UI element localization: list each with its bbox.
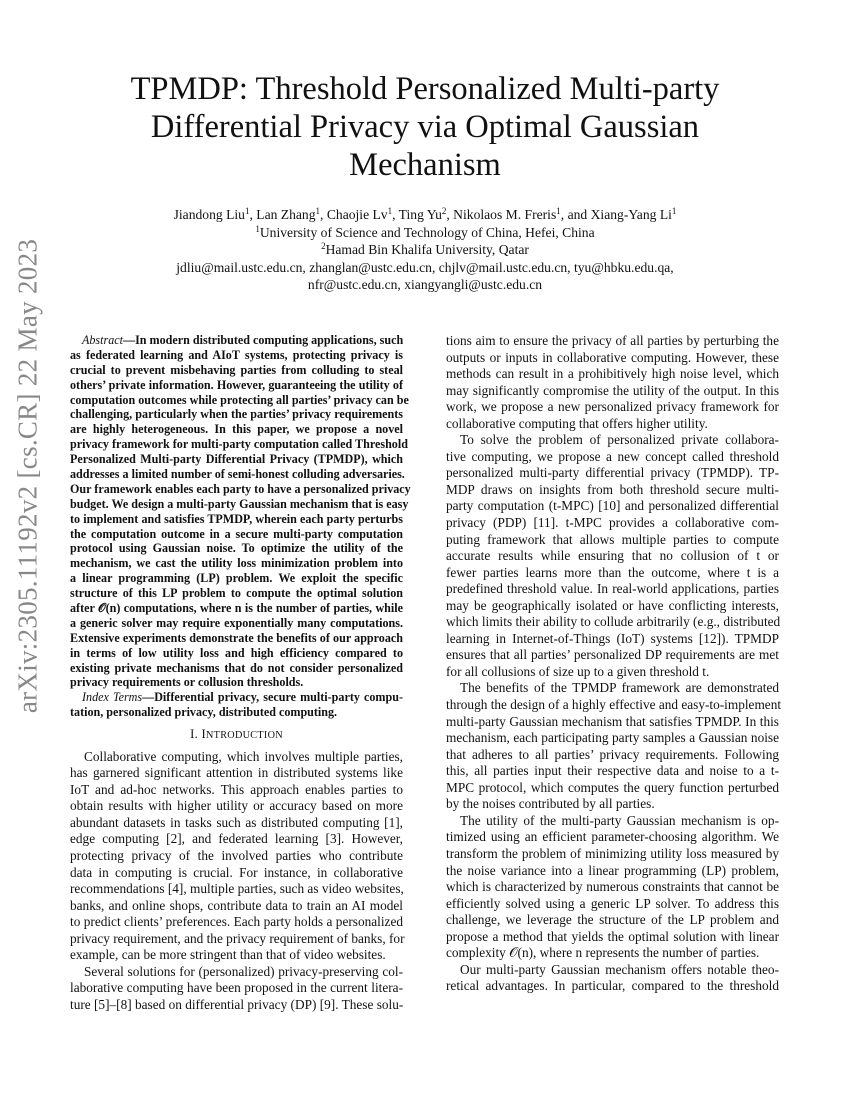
paragraph-line: transform the problem of minimizing utility loss measured by <box>446 845 779 861</box>
author-names: Jiandong Liu$^1$, Lan Zhang$^1$, Chaojie Lv$^1$, Ting Yu$^2$, Nikolaos M. Freris$^1$, and Xiang-Yang Li$^1$ <box>173 206 677 222</box>
affiliation-mark: 1 <box>556 206 561 216</box>
author-name: Chaojie Lv <box>326 207 388 222</box>
arxiv-id: arXiv:2305.11192v2 [cs.CR] 22 May 2023 <box>12 238 43 714</box>
paragraph-line: timized using an efficient parameter-choosing algorithm. We <box>446 829 779 845</box>
paragraph-line: may significantly compromise the utility of the output. In this <box>446 382 779 398</box>
author-name: Ting Yu <box>398 207 442 222</box>
affiliation-mark: 1 <box>387 206 393 216</box>
paper-title <box>100 70 750 184</box>
paragraph-line: puting framework that allows multiple parties to compute <box>446 531 779 547</box>
abstract-line: structure of this LP problem to compute the optimal solution <box>70 586 403 601</box>
paragraph-line: tions aim to ensure the privacy of all parties by perturbing the <box>446 333 779 348</box>
paragraph-line: tive computing, we propose a new concept called threshold <box>446 448 779 464</box>
paragraph-line: ture [5]–[8] based on differential privacy (DP) [9]. These solu- <box>70 996 404 1012</box>
paragraph-line: complexity 𝒪(n), where n represents the number of parties. <box>446 945 760 961</box>
title-line: TPMDP: Threshold Personalized Multi-party <box>130 71 720 107</box>
right-column <box>446 333 782 995</box>
paragraph-line: multi-party Gaussian mechanism that satisfies TPMDP. In this <box>446 713 779 729</box>
paragraph-line: laborative computing have been proposed in the current litera- <box>70 980 403 996</box>
left-column <box>70 333 411 1013</box>
paragraph-line: by the noises contributed by all parties. <box>446 796 655 812</box>
paragraph-line: Several solutions for (personalized) privacy-preserving col- <box>84 963 403 979</box>
paragraph-line: this, all parties input their respective data and noise to a t- <box>446 763 779 779</box>
paragraph-line: personalized multi-party differential privacy (TPMDP). TP- <box>446 465 779 481</box>
abstract-line: privacy framework for multi-party computation called Threshold <box>70 437 408 452</box>
index-terms-line: tation, personalized privacy, distributed computing. <box>70 705 338 720</box>
abstract-line: after 𝒪(n) computations, where n is the number of parties, while <box>70 601 403 616</box>
abstract-line: in terms of low utility loss and high efficiency compared to <box>70 645 403 660</box>
paragraph-line: obtain results with higher utility or accuracy based on more <box>70 798 403 814</box>
paragraph-line: retical advantages. In particular, compared to the threshold <box>446 978 779 994</box>
title-line: Mechanism <box>349 147 501 183</box>
paragraph-line: MPC protocol, which computes the query function perturbed <box>446 779 779 795</box>
affiliation: $^2$Hamad Bin Khalifa University, Qatar <box>321 241 529 257</box>
author-block <box>60 206 790 294</box>
affiliation-mark: 2 <box>441 206 447 216</box>
abstract-line: Personalized Multi-party Differential Privacy (TPMDP), which <box>70 452 403 467</box>
paragraph-line: accurate results while ensuring that no collusion of t or <box>446 548 779 564</box>
paragraph-line: the noise variance into a linear programming (LP) problem, <box>446 862 779 878</box>
paragraph-line: outputs or inputs in collaborative computing. However, these <box>446 349 779 365</box>
paragraph-line: The utility of the multi-party Gaussian mechanism is op- <box>460 812 779 828</box>
abstract-line: as federated learning and AIoT systems, protecting privacy is <box>70 347 403 362</box>
abstract-line: a linear programming (LP) problem. We exploit the specific <box>70 571 403 586</box>
paragraph-line: has garnered significant attention in distributed systems like <box>70 765 403 781</box>
abstract-label: Abstract <box>82 333 123 347</box>
paragraph-line: Our multi-party Gaussian mechanism offers notable theo- <box>460 961 779 977</box>
abstract-line: budget. We design a multi-party Gaussian mechanism that is easy <box>70 496 409 511</box>
abstract-line: Abstract—In modern distributed computing applications, such <box>82 333 404 347</box>
paragraph-line: that adheres to all parties’ privacy requirements. Following <box>446 746 779 762</box>
paragraph-line: MDP draws on insights from both threshold secure multi- <box>446 481 779 497</box>
affiliation-mark: 1 <box>244 206 250 216</box>
abstract-line: challenging, particularly when the parties’ privacy requirements <box>70 407 403 422</box>
author-name: Xiang-Yang Li <box>590 207 672 222</box>
paragraph-line: may be geographically isolated or have conflicting interests, <box>446 597 779 613</box>
abstract-line: others’ private information. However, guaranteeing the utility of <box>70 377 403 392</box>
paragraph-line: banks, and online shops, contribute data to train an AI model <box>70 897 403 913</box>
paragraph-line: mechanism, each participating party samples a Gaussian noise <box>446 730 779 746</box>
abstract-line: a generic solver may require exponentially many computations. <box>70 615 403 630</box>
index-terms <box>70 690 403 720</box>
paragraph-line: predefined threshold value. In real-world applications, parties <box>446 581 779 597</box>
paragraph-line: privacy requirement, and the privacy requirement of banks, for <box>70 930 405 946</box>
paragraph-line: edge computing [2], and federated learning [3]. However, <box>70 831 403 847</box>
paragraph-line: efficiently solved using a generic LP solver. To address this <box>446 895 779 911</box>
paragraph-line: protecting privacy of the involved parties who contribute <box>70 847 403 863</box>
paragraph-line: for all collusions of size up to a given threshold t. <box>446 663 710 679</box>
abstract-line: mechanism, we cast the utility loss minimization problem into <box>70 556 403 571</box>
paragraph-line: through the design of a highly effective and easy-to-implement <box>446 697 782 713</box>
arxiv-stamp <box>8 238 48 714</box>
abstract-line: computation outcomes while protecting all parties’ privacy can be <box>70 392 409 407</box>
abstract-line: are highly heterogeneous. In this paper, we propose a novel <box>70 422 403 437</box>
paragraph-line: learning in Internet-of-Things (IoT) systems [12]). TPMDP <box>446 630 779 646</box>
paragraph-line: party computation (t-MPC) [10] and personalized differential <box>446 498 779 514</box>
paragraph-line: work, we propose a new personalized privacy framework for <box>446 399 779 415</box>
paragraph-line: collaborative computing that offers higher utility. <box>446 415 708 431</box>
paragraph-line: abundant datasets in tasks such as distributed computing [1], <box>70 814 403 830</box>
paragraph-line: IoT and ad-hoc networks. This approach enables parties to <box>70 781 403 797</box>
author-name: Jiandong Liu <box>173 207 245 222</box>
paragraph-line: example, can be more stringent than that of video websites. <box>70 947 386 963</box>
abstract-line: Extensive experiments demonstrate the benefits of our approach <box>70 630 403 645</box>
affiliation-mark: 1 <box>315 206 321 216</box>
abstract-line: the computation outcome in a secure multi-party computation <box>70 526 403 541</box>
email-line: jdliu@mail.ustc.edu.cn, zhanglan@ustc.edu.cn, chjlv@mail.ustc.edu.cn, tyu@hbku.edu.qa, <box>176 259 674 275</box>
abstract-line: protocol using Gaussian noise. To optimize the utility of the <box>70 541 403 556</box>
affiliation: $^1$University of Science and Technology of China, Hefei, China <box>255 223 595 240</box>
index-terms-label: Index Terms <box>82 690 143 705</box>
abstract-line: Our framework enables each party to have a personalized privacy <box>70 481 411 496</box>
author-name: Lan Zhang <box>256 207 316 222</box>
paragraph-line: recommendations [4], multiple parties, such as video websites, <box>70 881 404 897</box>
paragraph-line: privacy (PDP) [11]. t-MPC provides a collaborative com- <box>446 515 779 531</box>
abstract-line: to implement and satisfies TPMDP, wherein each party perturbs <box>70 511 403 526</box>
abstract-line: privacy requirements or collusion thresholds. <box>70 675 304 690</box>
paragraph-line: which is characterized by numerous constraints that cannot be <box>446 879 779 895</box>
paragraph-line: which limits their ability to collude arbitrarily (e.g., distributed <box>446 614 781 630</box>
abstract-line: crucial to prevent misbehaving parties from colluding to steal <box>70 362 403 377</box>
paragraph-line: fewer parties learns more than the outcome, where t is a <box>446 564 779 580</box>
author-name: Nikolaos M. Freris <box>453 207 557 222</box>
paragraph-line: ensures that all parties’ personalized DP requirements are met <box>446 647 779 663</box>
paragraph-line: data in computing is crucial. For instance, in collaborative <box>70 864 403 880</box>
paragraph-line: Collaborative computing, which involves multiple parties, <box>84 748 403 764</box>
affiliation-mark: 1 <box>671 206 677 216</box>
title-line: Differential Privacy via Optimal Gaussian <box>150 109 700 145</box>
paragraph-line: to predict clients’ preferences. Each party holds a personalized <box>70 914 403 930</box>
paragraph-line: The benefits of the TPMDP framework are demonstrated <box>460 680 779 696</box>
paragraph-line: challenge, we leverage the structure of the LP problem and <box>446 912 779 928</box>
email-line: nfr@ustc.edu.cn, xiangyangli@ustc.edu.cn <box>307 277 543 292</box>
paragraph-line: propose a method that yields the optimal solution with linear <box>446 928 779 944</box>
abstract-line: addresses a limited number of semi-honest colluding adversaries. <box>70 467 405 482</box>
introduction-text <box>70 749 403 1014</box>
abstract-line: existing private mechanisms that do not consider personalized <box>70 660 403 675</box>
section-heading-introduction: I. INTRODUCTION <box>190 727 283 742</box>
paragraph-line: methods can result in a prohibitively high noise level, which <box>446 366 779 382</box>
index-terms-line: Index Terms—Differential privacy, secure multi-party compu- <box>82 690 403 705</box>
abstract <box>70 333 411 690</box>
paragraph-line: To solve the problem of personalized private collabora- <box>460 432 779 448</box>
